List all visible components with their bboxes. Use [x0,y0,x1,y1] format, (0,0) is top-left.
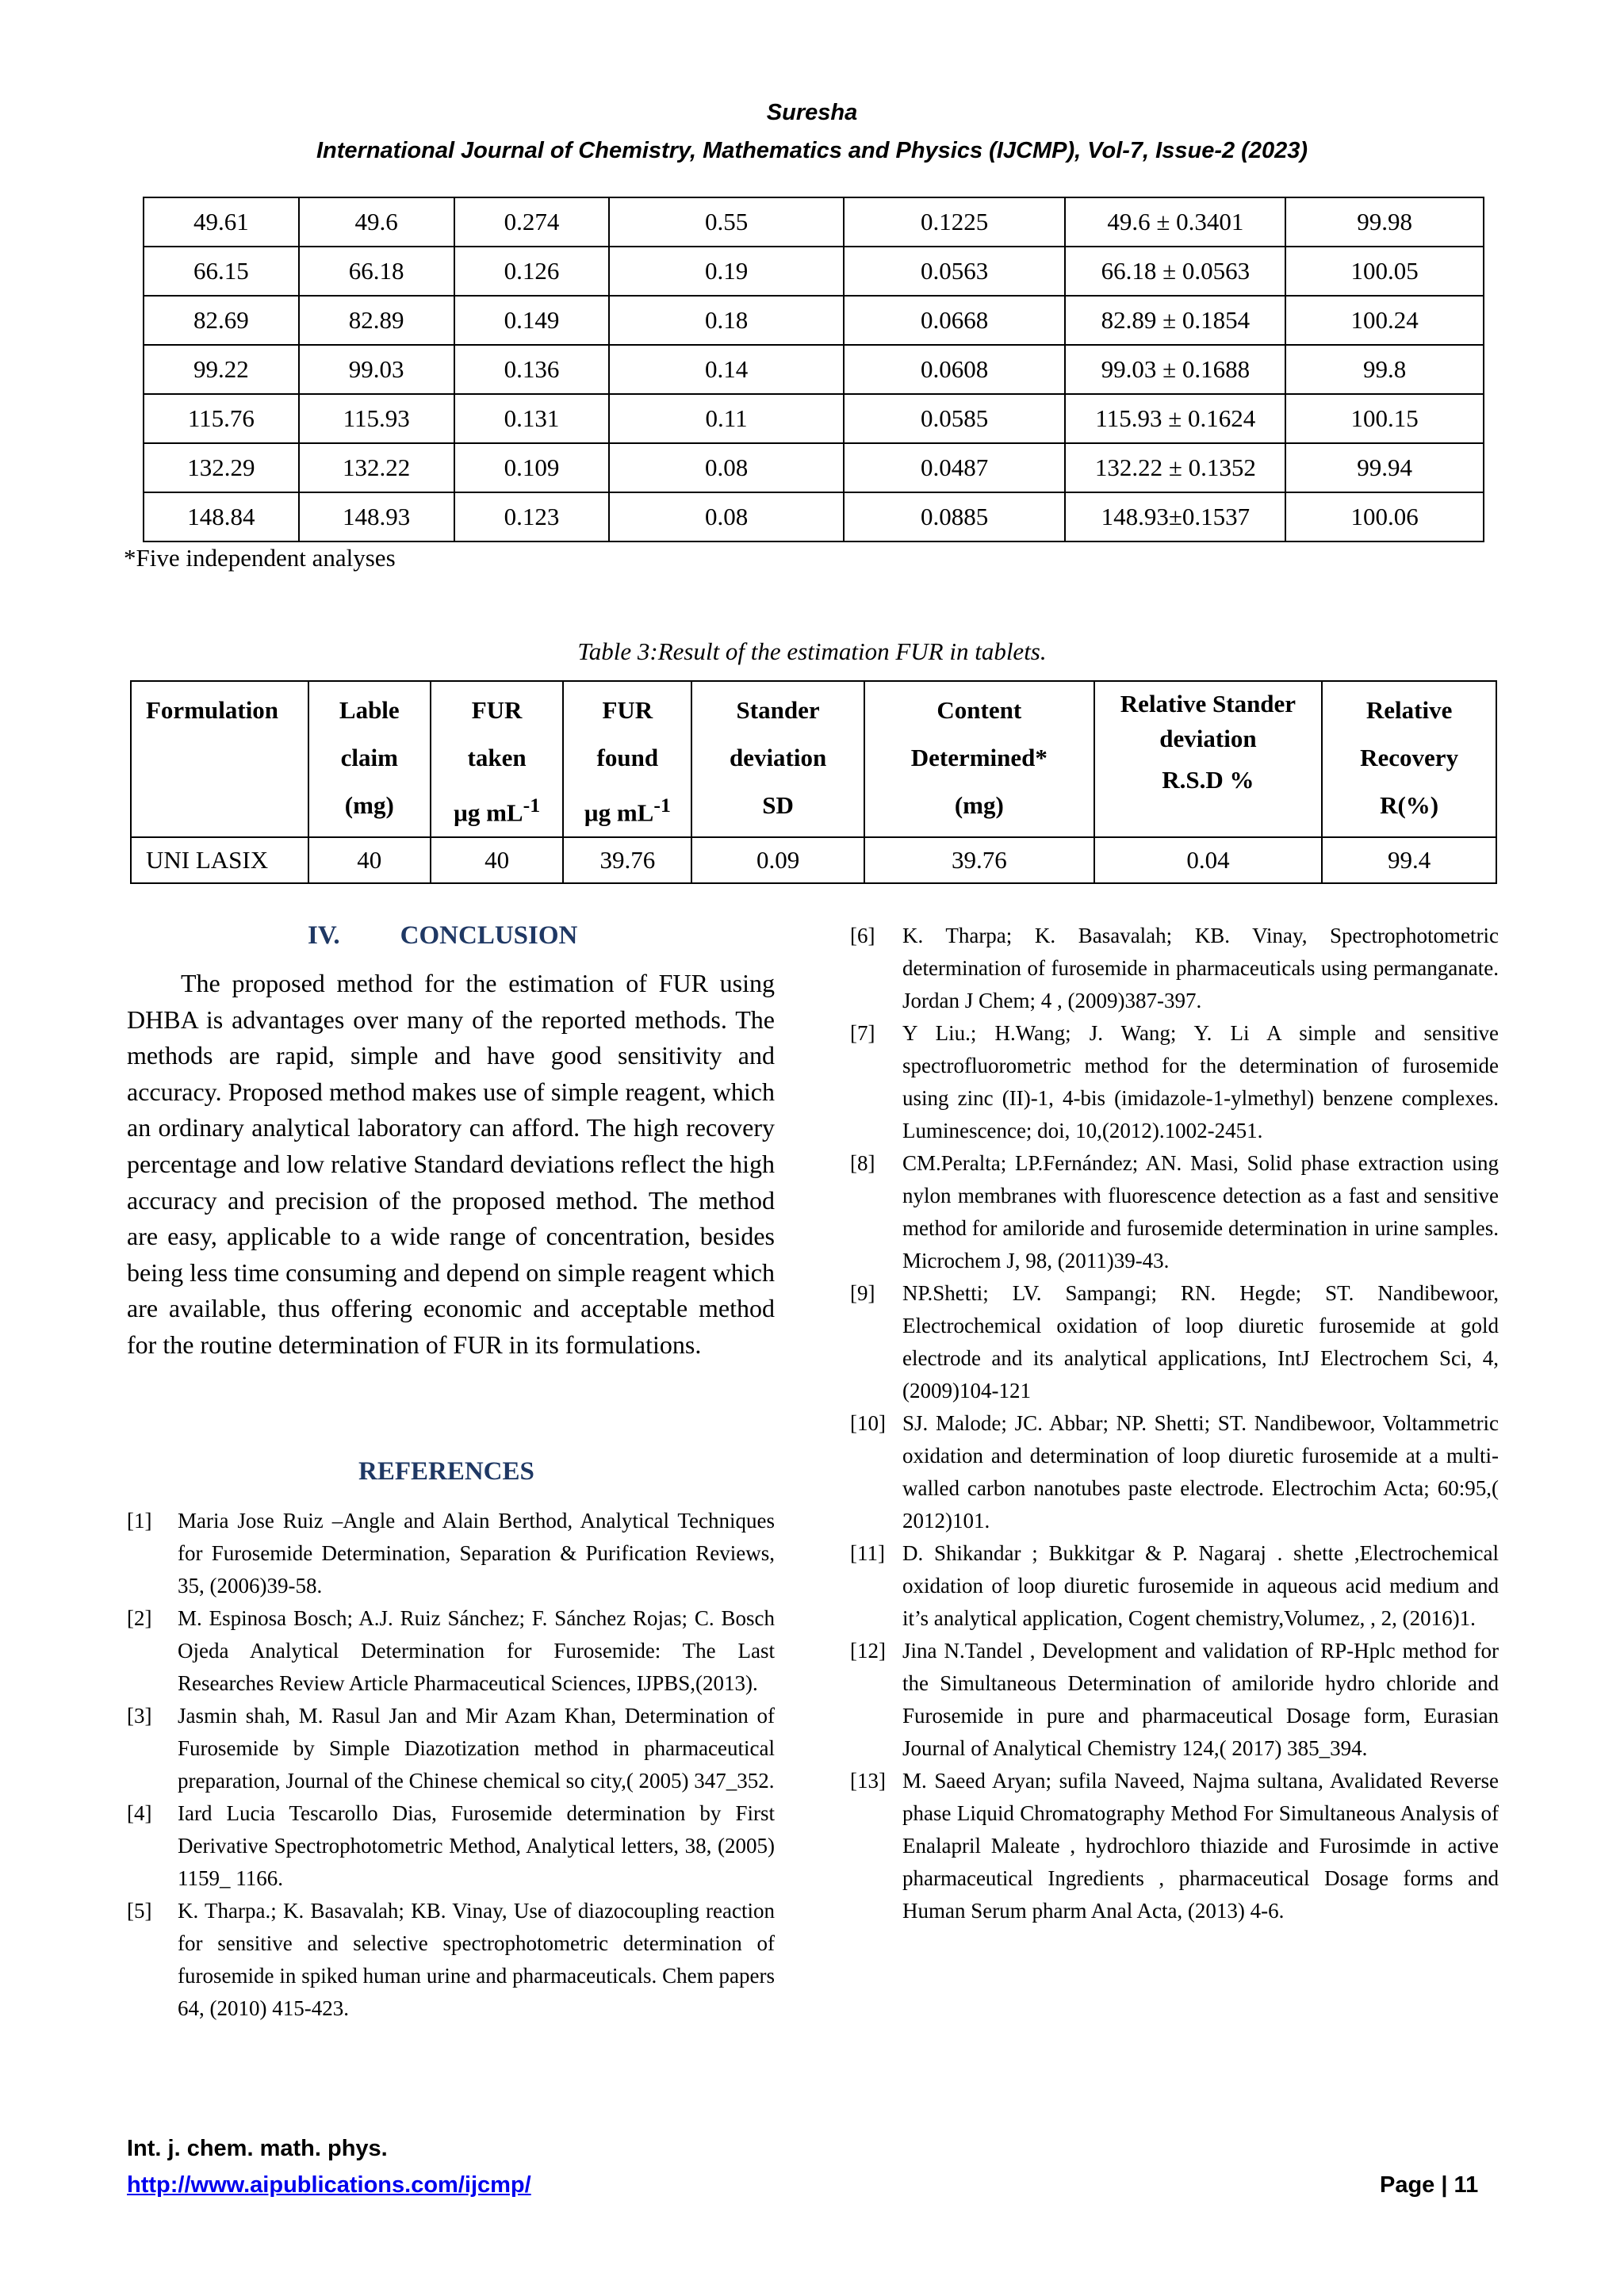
table-row [131,837,1496,883]
reference-item [127,1700,775,1797]
table-row [144,247,1484,296]
reference-list-left [127,1505,775,2025]
footer-journal-abbr: Int. j. chem. math. phys. [127,2136,388,2161]
table-cell: 115.93 ± 0.1624 [1065,394,1285,443]
table-row [144,394,1484,443]
table-3-caption: Table 3:Result of the estimation FUR in tablets. [577,637,1047,665]
reference-number: [6] [850,924,875,947]
reference-item [850,920,1499,1017]
header-text: Recovery [1360,744,1459,771]
reference-text: Jina N.Tandel , Development and validation of RP-Hplc method for the Simultaneous Determination of amiloride hydro chloride and Furosemide in pure and pharmaceutical Dosage form, Eurasian Journal of Analytical Chemistry 124,( 2017) 385_394. [902,1639,1499,1760]
table-cell: 115.93 [299,394,454,443]
header-text: found [596,744,659,771]
reference-item [127,1602,775,1700]
reference-item [850,1635,1499,1765]
running-header-author: Suresha [766,100,858,125]
table-cell: 0.0585 [844,394,1066,443]
reference-text: K. Tharpa.; K. Basavalah; KB. Vinay, Use of diazocoupling reaction for sensitive and selective spectrophotometric determination of furosemide in spiked human urine and pharmaceuticals. Chem papers 64, (2010) 415-423. [178,1899,775,2020]
table-cell: 0.08 [609,443,844,492]
table-cell: 0.0668 [844,296,1066,345]
table-cell: 0.136 [454,345,610,394]
reference-text: Jasmin shah, M. Rasul Jan and Mir Azam Khan, Determination of Furosemide by Simple Diazotization method in pharmaceutical preparation, Journal of the Chinese chemical so city,( 2005) 347_352. [178,1704,775,1793]
header-text: Lable [339,696,400,724]
reference-number: [7] [850,1021,875,1045]
table-note: *Five independent analyses [124,544,396,572]
references-heading: REFERENCES [358,1457,534,1486]
superscript: -1 [523,794,541,817]
header-text: FUR [602,696,653,724]
table-cell: 82.69 [144,296,299,345]
table-cell: 0.274 [454,197,610,247]
table-cell: 99.4 [1322,837,1496,883]
reference-number: [10] [850,1411,886,1435]
header-standard-deviation [691,681,864,837]
table-row [144,443,1484,492]
table-cell: 0.0487 [844,443,1066,492]
header-text: SD [762,791,794,819]
table-cell: 99.94 [1285,443,1484,492]
reference-number: [5] [127,1899,152,1923]
table-cell: 99.03 [299,345,454,394]
reference-text: K. Tharpa; K. Basavalah; KB. Vinay, Spectrophotometric determination of furosemide in pharmaceuticals using permanganate. Jordan J Chem; 4 , (2009)387-397. [902,924,1499,1012]
footer-page-number: Page | 11 [1380,2172,1479,2198]
table-cell: 49.6 [299,197,454,247]
table-row [144,296,1484,345]
reference-text: M. Saeed Aryan; sufila Naveed, Najma sultana, Avalidated Reverse phase Liquid Chromatography Method For Simultaneous Analysis of Enalapril Maleate , hydrochloro thiazide and Furosimde in active pharmaceutical Ingredients , pharmaceutical Dosage forms and Human Serum pharm Anal Acta, (2013) 4-6. [902,1769,1499,1923]
table-row [144,197,1484,247]
table-cell: 115.76 [144,394,299,443]
table-cell: 39.76 [563,837,691,883]
table-cell: 0.08 [609,492,844,541]
table-cell: 0.55 [609,197,844,247]
reference-number: [3] [127,1704,152,1728]
table-cell: 148.84 [144,492,299,541]
header-content-determined [864,681,1094,837]
table-cell: 82.89 ± 0.1854 [1065,296,1285,345]
header-text: claim [340,744,398,771]
table-cell: 0.131 [454,394,610,443]
reference-number: [9] [850,1281,875,1305]
reference-item [850,1147,1499,1277]
table-cell: 66.18 [299,247,454,296]
section-title: CONCLUSION [400,921,578,950]
reference-text: NP.Shetti; LV. Sampangi; RN. Hegde; ST. Nandibewoor, Electrochemical oxidation of loop diuretic furosemide at gold electrode and its analytical applications, IntJ Electrochem Sci, 4, (2009)104-121 [902,1281,1499,1402]
header-relative-recovery [1322,681,1496,837]
reference-text: M. Espinosa Bosch; A.J. Ruiz Sánchez; F. Sánchez Rojas; C. Bosch Ojeda Analytical Determination for Furosemide: The Last Researches Review Article Pharmaceutical Sciences, IJPBS,(2013). [178,1606,775,1695]
table-cell: 0.1225 [844,197,1066,247]
reference-number: [8] [850,1151,875,1175]
table-cell: 0.14 [609,345,844,394]
table-row [144,345,1484,394]
table-cell: 132.22 ± 0.1352 [1065,443,1285,492]
table-row [144,492,1484,541]
reference-text: Iard Lucia Tescarollo Dias, Furosemide determination by First Derivative Spectrophotometric Method, Analytical letters, 38, (2005) 1159_ 1166. [178,1801,775,1890]
header-text: deviation [1159,725,1257,752]
conclusion-heading [308,921,577,951]
table-cell: 0.04 [1094,837,1323,883]
reference-number: [2] [127,1606,152,1630]
table-cell: UNI LASIX [131,837,308,883]
reference-text: Maria Jose Ruiz –Angle and Alain Berthod, Analytical Techniques for Furosemide Determination, Separation & Purification Reviews, 35, (2006)39-58. [178,1509,775,1598]
table-3 [130,680,1497,884]
table-cell: 0.123 [454,492,610,541]
table-cell: 100.06 [1285,492,1484,541]
reference-list-right [850,920,1499,1927]
header-text: Relative [1365,696,1453,724]
header-text: µg mL [584,798,654,827]
header-text: (mg) [954,791,1004,819]
reference-number: [1] [127,1509,152,1533]
header-text: Content [936,696,1022,724]
table-cell: 39.76 [864,837,1094,883]
reference-number: [13] [850,1769,886,1793]
table-cell: 49.61 [144,197,299,247]
header-text: Determined* [910,744,1048,771]
running-header-journal: International Journal of Chemistry, Mathematics and Physics (IJCMP), Vol-7, Issue-2 (2023) [316,138,1308,163]
table-cell: 0.126 [454,247,610,296]
table-cell: 0.19 [609,247,844,296]
reference-item [850,1017,1499,1147]
reference-item [850,1765,1499,1927]
reference-text: Y Liu.; H.Wang; J. Wang; Y. Li A simple and sensitive spectrofluorometric method for the determination of furosemide using zinc (II)-1, 4-bis (imidazole-1-ylmethyl) benzene complexes. Luminescence; doi, 10,(2012).1002-2451. [902,1021,1499,1142]
table-cell: 0.0885 [844,492,1066,541]
reference-item [127,1895,775,2025]
table-cell: 100.24 [1285,296,1484,345]
reference-item [850,1537,1499,1635]
header-text: FUR [471,696,523,724]
reference-item [850,1277,1499,1407]
header-rsd [1094,681,1323,837]
header-fur-found [563,681,691,837]
footer-url-link[interactable]: http://www.aipublications.com/ijcmp/ [127,2172,531,2198]
table-cell: 0.0608 [844,345,1066,394]
header-text: µg mL [453,798,523,827]
header-text: (mg) [344,791,394,819]
section-number: IV. [308,921,340,950]
table-cell: 148.93 [299,492,454,541]
table-cell: 132.22 [299,443,454,492]
table-cell: 0.109 [454,443,610,492]
table-cell: 100.05 [1285,247,1484,296]
table-cell: 0.11 [609,394,844,443]
reference-item [127,1505,775,1602]
table-cell: 49.6 ± 0.3401 [1065,197,1285,247]
table-cell: 99.98 [1285,197,1484,247]
header-text: Relative Stander [1120,690,1297,718]
header-text: R.S.D % [1162,766,1254,794]
reference-text: D. Shikandar ; Bukkitgar & P. Nagaraj . shette ,Electrochemical oxidation of loop diuretic furosemide in aqueous acid medium and it’s analytical application, Cogent chemistry,Volumez, , 2, (2016)1. [902,1541,1499,1630]
table-cell: 66.15 [144,247,299,296]
header-text: Stander [736,696,820,724]
superscript: -1 [653,794,671,817]
header-formulation: Formulation [131,681,308,837]
table-cell: 0.09 [691,837,864,883]
table-cell: 132.29 [144,443,299,492]
reference-text: CM.Peralta; LP.Fernández; AN. Masi, Solid phase extraction using nylon membranes with fluorescence detection as a fast and sensitive method for amiloride and furosemide determination in urine samples. Microchem J, 98, (2011)39-43. [902,1151,1499,1272]
reference-item [127,1797,775,1895]
reference-number: [11] [850,1541,885,1565]
table-cell: 40 [431,837,564,883]
header-text: taken [467,744,527,771]
reference-number: [12] [850,1639,886,1663]
table-cell: 0.18 [609,296,844,345]
table-2-continued [143,197,1484,542]
table-cell: 40 [308,837,431,883]
header-text: R(%) [1380,791,1439,819]
reference-item [850,1407,1499,1537]
header-text: deviation [729,744,827,771]
table-cell: 148.93±0.1537 [1065,492,1285,541]
reference-number: [4] [127,1801,152,1825]
table-cell: 99.8 [1285,345,1484,394]
table-cell: 0.0563 [844,247,1066,296]
header-fur-taken [431,681,564,837]
table-cell: 82.89 [299,296,454,345]
conclusion-paragraph: The proposed method for the estimation of FUR using DHBA is advantages over many of the reported methods. The methods are rapid, simple and have good sensitivity and accuracy. Proposed method makes use of simple reagent, which an ordinary analytical laboratory can afford. The high recovery percentage and low relative Standard deviations reflect the high accuracy and precision of the proposed method. The method are easy, applicable to a wide range of concentration, besides being less time consuming and depend on simple reagent which are available, thus offering economic and acceptable method for the routine determination of FUR in its formulations. [127,969,775,1359]
reference-text: SJ. Malode; JC. Abbar; NP. Shetti; ST. Nandibewoor, Voltammetric oxidation and determination of loop diuretic furosemide at a multi-walled carbon nanotubes paste electrode. Electrochim Acta; 60:95,( 2012)101. [902,1411,1499,1533]
table-cell: 66.18 ± 0.0563 [1065,247,1285,296]
table-cell: 99.03 ± 0.1688 [1065,345,1285,394]
table-cell: 100.15 [1285,394,1484,443]
table-cell: 0.149 [454,296,610,345]
table-cell: 99.22 [144,345,299,394]
header-lable-claim [308,681,431,837]
